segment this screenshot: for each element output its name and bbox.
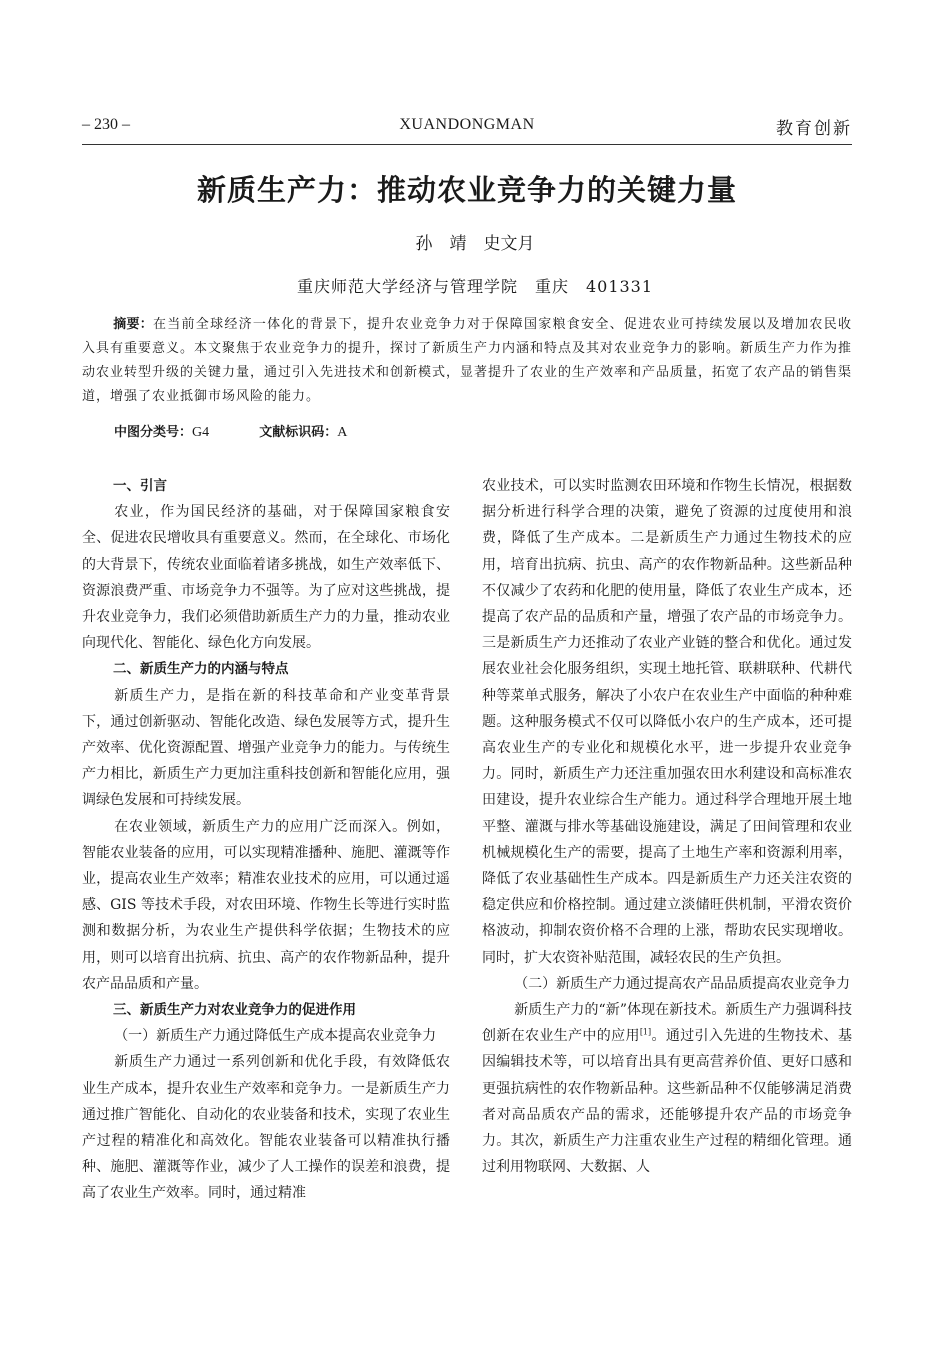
subsection-heading: （二）新质生产力通过提高农产品品质提高农业竞争力 (514, 975, 851, 992)
class-value: G4 (192, 425, 210, 440)
section-heading: 三、新质生产力对农业竞争力的促进作用 (113, 1002, 357, 1019)
doc-code-label: 文献标识码： (259, 425, 338, 440)
paragraph: 农业技术，可以实时监测农田环境和作物生长情况，根据数据分析进行科学合理的决策，避免了资源的过度使用和浪费，降低了生产成本。二是新质生产力通过生物技术的应用，培育出抗病、抗虫、高产的农作物新品种。这些新品种不仅减少了农药和化肥的使用量，降低了农业生产成本，还提高了农产品的品质和产量，增强了农产品的市场竞争力。三是新质生产力还推动了农业产业链的整合和优化。通过发展农业社会化服务组织，实现土地托管、联耕联种、代耕代种等菜单式服务，解决了小农户在农业生产中面临的种种难题。这种服务模式不仅可以降低小农户的生产成本，还可提高农业生产的专业化和规模化水平，进一步提升农业竞争力。同时，新质生产力还注重加强农田水利建设和高标准农田建设，提升农业综合生产能力。通过科学合理地开展土地平整、灌溉与排水等基础设施建设，满足了田间管理和农业机械规模化生产的需要，提高了土地生产率和资源利用率，降低了农业基础性生产成本。四是新质生产力还关注农资的稳定供应和价格控制。通过建立淡储旺供机制，平滑农资价格波动，抑制农资价格不合理的上涨，帮助农民实现增收。同时，扩大农资补贴范围，减轻农民的生产负担。 (482, 478, 852, 966)
affiliation: 重庆师范大学经济与管理学院 重庆 401331 (296, 277, 654, 296)
subsection-heading: （一）新质生产力通过降低生产成本提高农业竞争力 (114, 1028, 437, 1045)
left-column (82, 473, 450, 1207)
paragraph: 农业，作为国民经济的基础，对于保障国家粮食安全、促进农民增收具有重要意义。然而，在全球化、市场化的大背景下，传统农业面临着诸多挑战，如生产效率低下、资源浪费严重、市场竞争力不强等。为了应对这些挑战，提升农业竞争力，我们必须借助新质生产力的力量，推动农业向现代化、智能化、绿色化方向发展。 (82, 504, 450, 652)
section-heading: 一、引言 (113, 478, 168, 494)
classification (114, 421, 393, 441)
paragraph (482, 997, 852, 1180)
article-title: 新质生产力：推动农业竞争力的关键力量 (196, 173, 737, 207)
authors: 孙 靖 史文月 (415, 234, 535, 254)
column-name: 教育创新 (776, 119, 852, 139)
doc-code-value: A (337, 425, 348, 440)
page-header (82, 116, 852, 145)
class-label: 中图分类号： (114, 425, 193, 440)
journal-name: XUANDONGMAN (399, 116, 535, 133)
right-column (482, 473, 852, 1180)
section-heading: 二、新质生产力的内涵与特点 (113, 661, 289, 678)
abstract (82, 313, 852, 409)
citation-ref[interactable]: [1] (639, 1027, 652, 1037)
abstract-label: 摘要： (113, 317, 153, 332)
paragraph-text: 新质生产力的“新”体现在新技术。新质生产力强调科技创新在农业生产中的应用 (482, 1002, 852, 1045)
abstract-text: 在当前全球经济一体化的背景下，提升农业竞争力对于保障国家粮食安全、促进农业可持续发展以及增加农民收入具有重要意义。本文聚焦于农业竞争力的提升，探讨了新质生产力内涵和特点及其对农业竞争力的影响。新质生产力作为推动农业转型升级的关键力量，通过引入先进技术和创新模式，显著提升了农业的生产效率和产品质量，拓宽了农产品的销售渠道，增强了农业抵御市场风险的能力。 (82, 317, 853, 404)
paragraph-text: 。通过引入先进的生物技术、基因编辑技术等，可以培育出具有更高营养价值、更好口感和更强抗病性的农作物新品种。这些新品种不仅能够满足消费者对高品质农产品的需求，还能够提升农产品的市场竞争力。其次，新质生产力注重农业生产过程的精细化管理。通过利用物联网、大数据、人 (482, 1028, 853, 1176)
paragraph: 新质生产力通过一系列创新和优化手段，有效降低农业生产成本，提升农业生产效率和竞争力。一是新质生产力通过推广智能化、自动化的农业装备和技术，实现了农业生产过程的精准化和高效化。智能农业装备可以精准执行播种、施肥、灌溉等作业，减少了人工操作的误差和浪费，提高了农业生产效率。同时，通过精准 (82, 1054, 450, 1202)
paragraph: 在农业领域，新质生产力的应用广泛而深入。例如，智能农业装备的应用，可以实现精准播种、施肥、灌溉等作业，提高农业生产效率；精准农业技术的应用，可以通过遥感、GIS 等技术手段，对农田环境、作物生长等进行实时监测和数据分析，为农业生产提供科学依据；生物技术的应用，则可以培育出抗病、抗虫、高产的农作物新品种，提升农产品品质和产量。 (82, 818, 450, 992)
page-number: – 230 – (82, 116, 130, 133)
paragraph: 新质生产力，是指在新的科技革命和产业变革背景下，通过创新驱动、智能化改造、绿色发展等方式，提升生产效率、优化资源配置、增强产业竞争力的能力。与传统生产力相比，新质生产力更加注重科技创新和智能化应用，强调绿色发展和可持续发展。 (82, 687, 450, 809)
